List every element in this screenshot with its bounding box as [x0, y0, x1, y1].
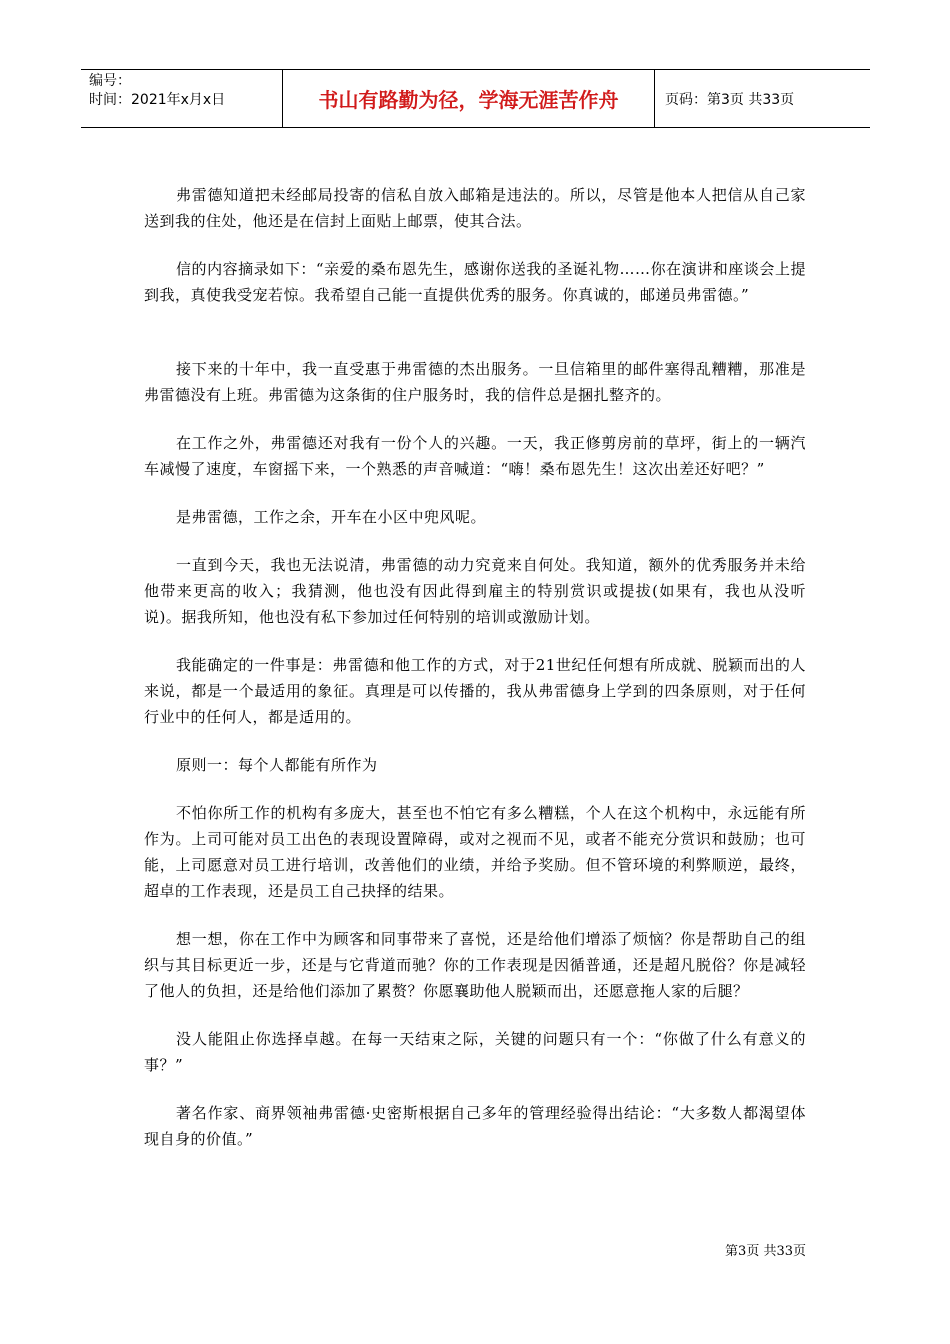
paragraph: 一直到今天，我也无法说清，弗雷德的动力究竟来自何处。我知道，额外的优秀服务并未给他带来更高的收入；我猜测，他也没有因此得到雇主的特别赏识或提拔(如果有，我也从没听说)。据我所知，他也没有私下参加过任何特别的培训或激励计划。: [144, 556, 806, 626]
header-page-label: 页码：第3页 共33页: [665, 91, 795, 108]
document-body: [144, 182, 806, 1174]
paragraph: 没人能阻止你选择卓越。在每一天结束之际，关键的问题只有一个：“你做了什么有意义的事？”: [144, 1030, 806, 1074]
paragraph: 接下来的十年中，我一直受惠于弗雷德的杰出服务。一旦信箱里的邮件塞得乱糟糟，那准是弗雷德没有上班。弗雷德为这条街的住户服务时，我的信件总是捆扎整齐的。: [144, 360, 806, 404]
page-header: [81, 69, 870, 128]
paragraph: 著名作家、商界领袖弗雷德·史密斯根据自己多年的管理经验得出结论：“大多数人都渴望体现自身的价值。”: [144, 1104, 806, 1148]
paragraph: 不怕你所工作的机构有多庞大，甚至也不怕它有多么糟糕，个人在这个机构中，永远能有所作为。上司可能对员工出色的表现设置障碍，或对之视而不见，或者不能充分赏识和鼓励；也可能，上司愿意对员工进行培训，改善他们的业绩，并给予奖励。但不管环境的利弊顺逆，最终，超卓的工作表现，还是员工自己抉择的结果。: [144, 804, 806, 900]
page-footer: 第3页 共33页: [725, 1244, 806, 1259]
paragraph: 我能确定的一件事是：弗雷德和他工作的方式，对于21世纪任何想有所成就、脱颖而出的人来说，都是一个最适用的象征。真理是可以传播的，我从弗雷德身上学到的四条原则，对于任何行业中的任何人，都是适用的。: [144, 656, 806, 726]
section-heading: 原则一：每个人都能有所作为: [176, 756, 378, 774]
number-label: 编号：: [89, 73, 131, 89]
header-motto: 书山有路勤为径，学海无涯苦作舟: [283, 70, 655, 127]
paragraph: 是弗雷德，工作之余，开车在小区中兜风呢。: [176, 508, 487, 526]
time-label: 时间：2021年x月x日: [89, 92, 226, 108]
paragraph: 信的内容摘录如下：“亲爱的桑布恩先生，感谢你送我的圣诞礼物……你在演讲和座谈会上提到我，真使我受宠若惊。我希望自己能一直提供优秀的服务。你真诚的，邮递员弗雷德。”: [144, 260, 806, 304]
paragraph: 在工作之外，弗雷德还对我有一份个人的兴趣。一天，我正修剪房前的草坪，街上的一辆汽车减慢了速度，车窗摇下来，一个熟悉的声音喊道：“嗨！桑布恩先生！这次出差还好吧？”: [144, 434, 806, 478]
header-meta: [81, 70, 283, 127]
paragraph: 想一想，你在工作中为顾客和同事带来了喜悦，还是给他们增添了烦恼？你是帮助自己的组织与其目标更近一步，还是与它背道而驰？你的工作表现是因循普通，还是超凡脱俗？你是减轻了他人的负担，还是给他们添加了累赘？你愿襄助他人脱颖而出，还愿意拖人家的后腿？: [144, 930, 806, 1000]
paragraph: 弗雷德知道把未经邮局投寄的信私自放入邮箱是违法的。所以，尽管是他本人把信从自己家送到我的住处，他还是在信封上面贴上邮票，使其合法。: [144, 186, 806, 230]
